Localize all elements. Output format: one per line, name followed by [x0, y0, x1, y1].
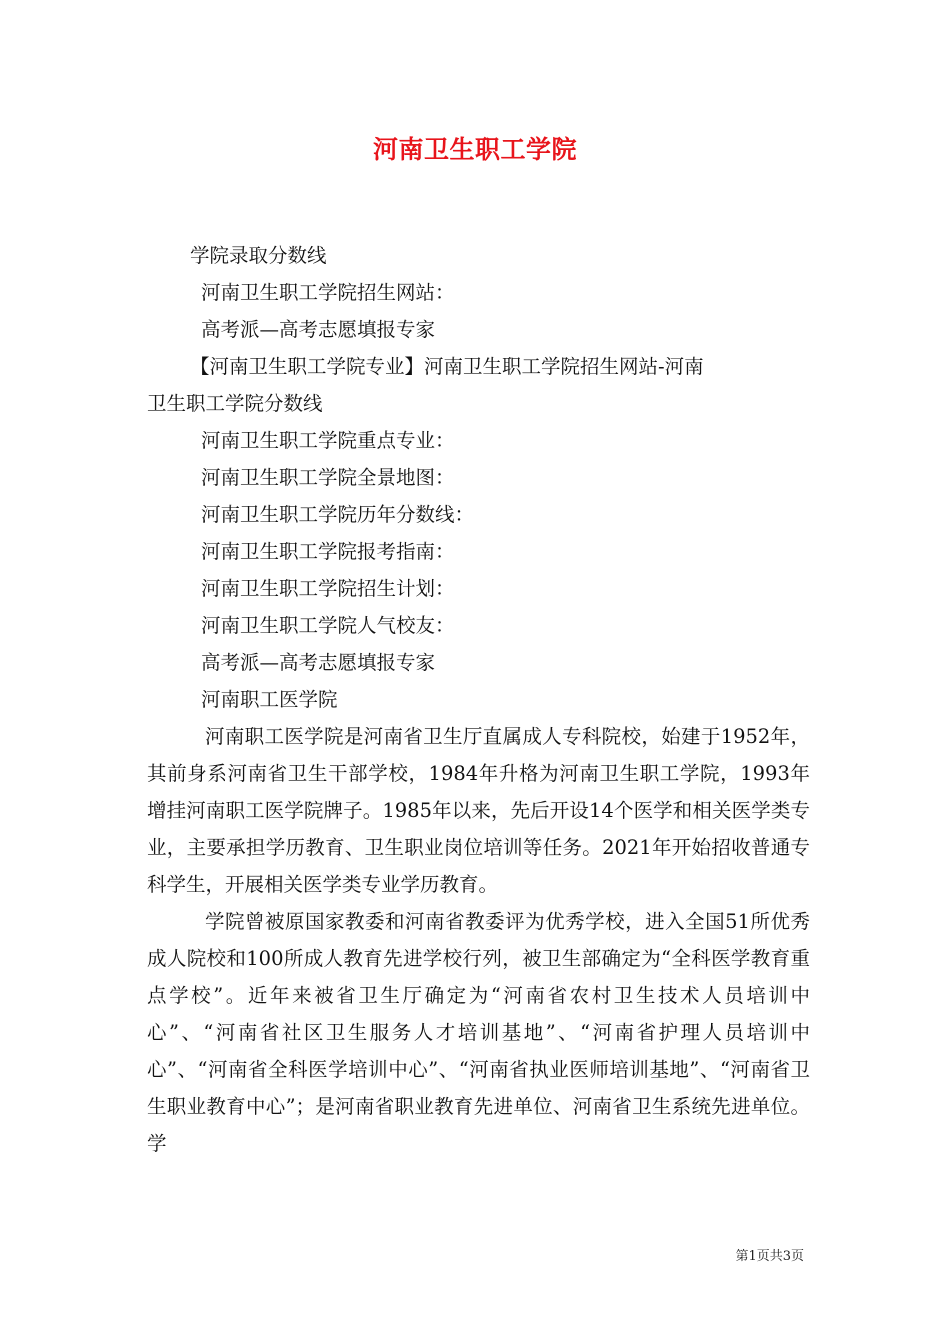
text-line: 学院录取分数线	[190, 244, 327, 267]
text-line: 河南卫生职工学院报考指南：	[201, 540, 455, 563]
page-number-footer: 第1页共3页	[735, 1249, 804, 1264]
text-line: 河南卫生职工学院重点专业：	[201, 429, 455, 452]
text-line: 河南卫生职工学院人气校友：	[201, 614, 455, 637]
text-line: 高考派—高考志愿填报专家	[201, 651, 436, 674]
text-line: 【河南卫生职工学院专业】河南卫生职工学院招生网站-河南	[190, 355, 704, 378]
text-line: 河南职工医学院	[201, 688, 338, 711]
text-line: 河南卫生职工学院招生网站：	[201, 281, 455, 304]
text-line: 卫生职工学院分数线	[147, 392, 323, 415]
text-line: 河南卫生职工学院招生计划：	[201, 577, 455, 600]
body-paragraph: 河南职工医学院是河南省卫生厅直属成人专科院校，始建于1952年，其前身系河南省卫生干部学校，1984年升格为河南卫生职工学院，1993年增挂河南职工医学院牌子。1985年以来，先后开设14个医学和相关医学类专业，主要承担学历教育、卫生职业岗位培训等任务。2021年开始招收普通专科学生，开展相关医学类专业学历教育。	[147, 725, 810, 896]
text-line: 河南卫生职工学院历年分数线：	[201, 503, 475, 526]
text-line: 河南卫生职工学院全景地图：	[201, 466, 455, 489]
text-line: 高考派—高考志愿填报专家	[201, 318, 436, 341]
document-body	[147, 237, 810, 1162]
document-title: 河南卫生职工学院	[372, 135, 577, 164]
body-paragraph: 学院曾被原国家教委和河南省教委评为优秀学校，进入全国51所优秀成人院校和100所成人教育先进学校行列，被卫生部确定为“全科医学教育重点学校”。近年来被省卫生厅确定为“河南省农村卫生技术人员培训中心”、“河南省社区卫生服务人才培训基地”、“河南省护理人员培训中心”、“河南省全科医学培训中心”、“河南省执业医师培训基地”、“河南省卫生职业教育中心”；是河南省职业教育先进单位、河南省卫生系统先进单位。学	[147, 910, 810, 1155]
